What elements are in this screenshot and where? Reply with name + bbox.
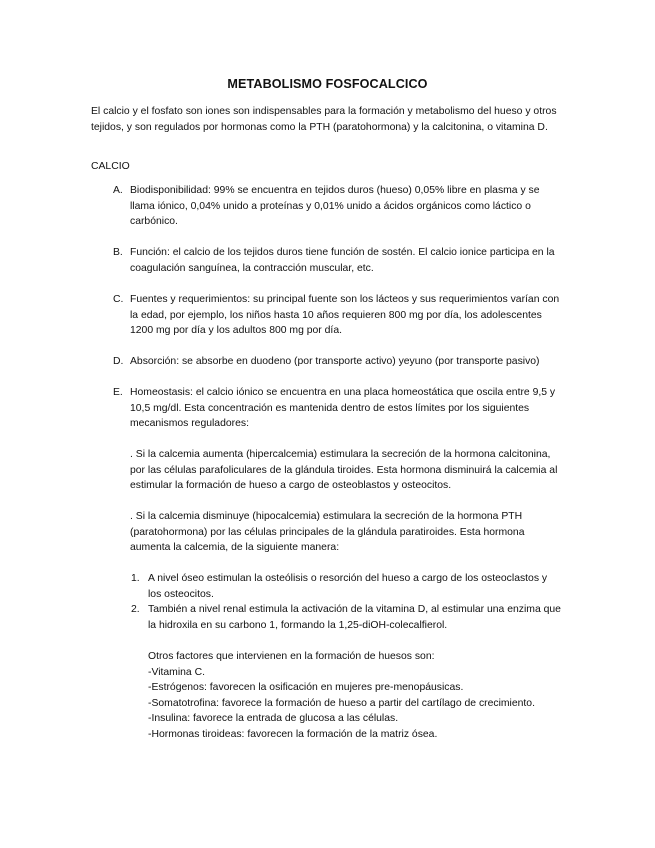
list-item-text: Biodisponibilidad: 99% se encuentra en tejidos duros (hueso) 0,05% libre en plasma y se llama iónico, 0,04% unido a proteínas y 0,01% unido a ácidos orgánicos como láctico o carbónico. [130,185,540,228]
numbered-item-text: También a nivel renal estimula la activación de la vitamina D, al estimular una enzima que la hidroxila en su carbono 1, formando la 1,25-diOH-colecalfierol. [148,604,561,631]
list-letter: E. [113,387,123,398]
list-letter: B. [113,247,123,258]
other-factors-block [148,649,562,743]
list-item-text: Homeostasis: el calcio iónico se encuentra en una placa homeostática que oscila entre 9,5 y 10,5 mg/dl. Esta concentración es mantenida dentro de estos límites por los siguientes mecanismos reguladores: [130,387,556,430]
section-heading-calcio: CALCIO [91,161,130,172]
factor-line: -Estrógenos: favorecen la osificación en mujeres pre-menopáusicas. [148,682,464,694]
list-item-text: Absorción: se absorbe en duodeno (por transporte activo) yeyuno (por transporte pasivo) [130,356,540,367]
list-letter: C. [113,294,124,305]
factor-line: -Somatotrofina: favorece la formación de hueso a partir del cartílago de crecimiento. [148,697,535,709]
numbered-marker: 2. [131,604,140,615]
list-item-text: Función: el calcio de los tejidos duros tiene función de sostén. El calcio ionice participa en la coagulación sanguínea, la contracción muscular, etc. [130,247,555,274]
factors-heading: Otros factores que intervienen en la formación de huesos son: [148,651,435,662]
factor-line: -Insulina: favorece la entrada de glucosa a las células. [148,713,399,725]
list-item-text: Fuentes y requerimientos: su principal fuente son los lácteos y sus requerimientos varían con la edad, por ejemplo, los niños hasta 10 años requieren 800 mg por día, los adolescentes 1200 mg por día y los adultos 800 mg por día. [130,294,560,337]
numbered-marker: 1. [131,573,140,584]
numbered-item-text: A nivel óseo estimulan la osteólisis o resorción del hueso a cargo de los osteoclastos y los osteocitos. [148,573,548,600]
hypercalcemia-paragraph: . Si la calcemia aumenta (hipercalcemia) estimulara la secreción de la hormona calcitonina, por las células parafoliculares de la glándula tiroides. Esta hormona disminuirá la calcemia al estimular la formación de hueso a cargo de osteoblastos y osteocitos. [130,449,558,492]
document-title: METABOLISMO FOSFOCALCICO [227,77,428,91]
intro-paragraph: El calcio y el fosfato son iones son indispensables para la formación y metabolismo del hueso y otros tejidos, y son regulados por hormonas como la PTH (paratohormona) y la calcitonina, o vitamina D. [91,106,557,133]
factor-line: -Vitamina C. [148,666,205,678]
hypocalcemia-paragraph: . Si la calcemia disminuye (hipocalcemia) estimulara la secreción de la hormona PTH (paratohormona) por las células principales de la glándula paratiroides. Esta hormona aumenta la calcemia, de la siguiente manera: [130,511,525,554]
factor-line: -Hormonas tiroideas: favorecen la formación de la matriz ósea. [148,728,438,740]
list-letter: D. [113,356,124,367]
list-letter: A. [113,185,123,196]
